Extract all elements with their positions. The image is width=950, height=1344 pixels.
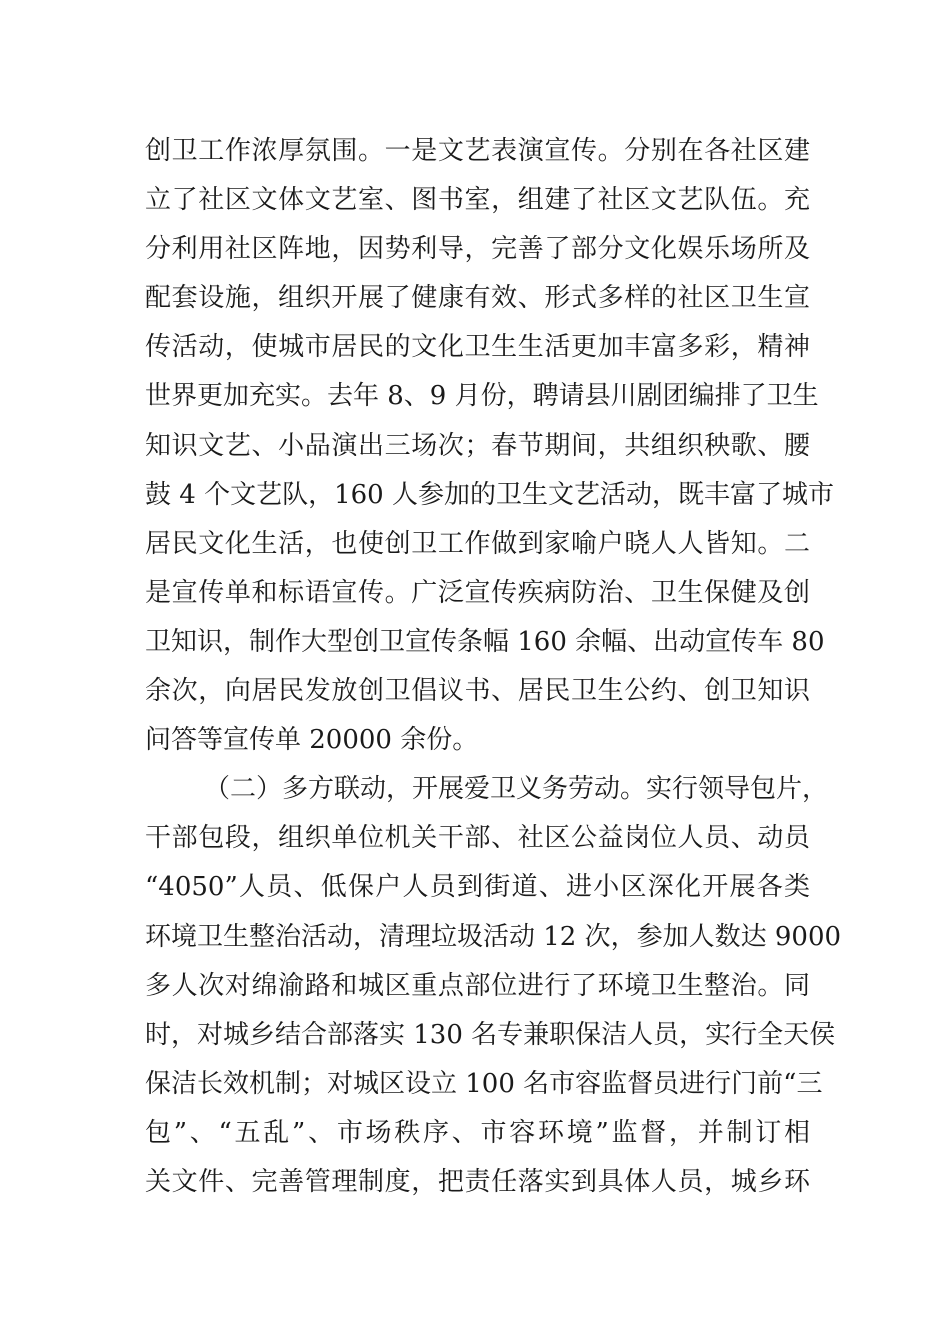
text-line: 世界更加充实。去年 8、9 月份，聘请县川剧团编排了卫生 <box>145 381 819 412</box>
paragraph-1 <box>145 127 834 765</box>
text-line: 环境卫生整治活动，清理垃圾活动 12 次，参加人数达 9000 <box>145 921 842 952</box>
text-line: 卫知识，制作大型创卫宣传条幅 160 余幅、出动宣传车 80 <box>145 626 825 657</box>
text-line: 包”、“五乱”、市场秩序、市容环境”监督，并制订相 <box>145 1117 810 1148</box>
text-line: 知识文艺、小品演出三场次；春节期间，共组织秧歌、腰 <box>145 430 810 461</box>
text-line: 多人次对绵渝路和城区重点部位进行了环境卫生整治。同 <box>145 970 810 1001</box>
text-line: （二）多方联动，开展爱卫义务劳动。实行领导包片， <box>204 774 829 805</box>
text-line: 鼓 4 个文艺队，160 人参加的卫生文艺活动，既丰富了城市 <box>145 479 834 510</box>
text-line: 余次，向居民发放创卫倡议书、居民卫生公约、创卫知识 <box>145 676 810 707</box>
text-line: 问答等宣传单 20000 余份。 <box>145 725 479 756</box>
paragraph-2 <box>145 765 842 1207</box>
text-line: 创卫工作浓厚氛围。一是文艺表演宣传。分别在各社区建 <box>145 136 810 166</box>
text-line: 干部包段，组织单位机关干部、社区公益岗位人员、动员 <box>145 823 810 854</box>
text-line: “4050”人员、低保户人员到街道、进小区深化开展各类 <box>145 872 810 903</box>
text-line: 传活动，使城市居民的文化卫生生活更加丰富多彩，精神 <box>145 332 810 363</box>
text-line: 保洁长效机制；对城区设立 100 名市容监督员进行门前“三 <box>145 1068 823 1099</box>
text-line: 分利用社区阵地，因势利导，完善了部分文化娱乐场所及 <box>145 234 810 265</box>
text-line: 时，对城乡结合部落实 130 名专兼职保洁人员，实行全天侯 <box>145 1019 836 1050</box>
document-body <box>145 127 842 1207</box>
text-line: 居民文化生活，也使创卫工作做到家喻户晓人人皆知。二 <box>145 528 810 559</box>
text-line: 配套设施，组织开展了健康有效、形式多样的社区卫生宣 <box>145 283 810 314</box>
text-line: 是宣传单和标语宣传。广泛宣传疾病防治、卫生保健及创 <box>145 577 810 608</box>
text-line: 立了社区文体文艺室、图书室，组建了社区文艺队伍。充 <box>145 185 810 216</box>
text-line: 关文件、完善管理制度，把责任落实到具体人员，城乡环 <box>145 1166 810 1197</box>
